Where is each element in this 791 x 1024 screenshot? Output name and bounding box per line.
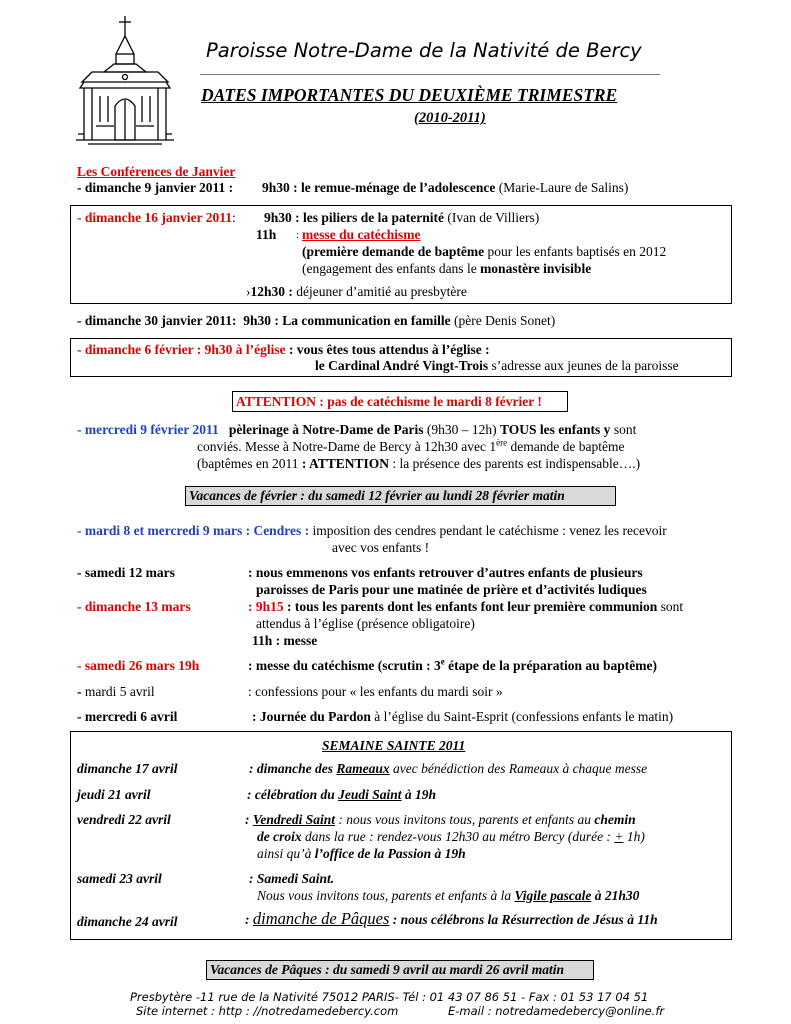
feb6-line2: le Cardinal André Vingt-Trois s’adresse aux jeunes de la paroisse <box>315 358 679 373</box>
mar13-line2: attendus à l’église (présence obligatoire) <box>256 616 475 631</box>
jan16-mass-sep: : <box>296 230 299 241</box>
apr24-date: dimanche 24 avril <box>77 914 178 929</box>
footer-email: E-mail : notredamedebercy@online.fr <box>448 1004 665 1018</box>
conferences-heading: Les Conférences de Janvier <box>77 164 236 179</box>
mar12-line1: : nous emmenons vos enfants retrouver d’autres enfants de plusieurs <box>248 565 643 580</box>
apr22-line1: : Vendredi Saint : nous vous invitons tous, parents et enfants au chemin <box>245 812 636 827</box>
vacation-easter-text: Vacances de Pâques : du samedi 9 avril au mardi 26 avril matin <box>210 962 565 977</box>
jan16-engagement: (engagement des enfants dans le monastère invisible <box>302 261 592 276</box>
jan16-date: - dimanche 16 janvier 2011: <box>77 210 236 225</box>
jan9-text: 9h30 : le remue-ménage de l’adolescence (Marie-Laure de Salins) <box>262 180 629 195</box>
apr23-line1: : Samedi Saint. <box>249 871 335 886</box>
attention-text: ATTENTION : pas de catéchisme le mardi 8 février ! <box>236 394 542 409</box>
apr5-text: : confessions pour « les enfants du mardi soir » <box>248 684 503 699</box>
mar13-line3: 11h : messe <box>252 633 318 648</box>
apr23-line2: Nous vous invitons tous, parents et enfants à la Vigile pascale à 21h30 <box>257 888 640 903</box>
apr21-text: : célébration du Jeudi Saint à 19h <box>247 787 437 802</box>
mar12-line2: paroisses de Paris pour une matinée de prière et d’activités ludiques <box>256 582 647 597</box>
header-rule <box>200 74 660 75</box>
mar13-date: - dimanche 13 mars <box>77 599 191 614</box>
apr23-date: samedi 23 avril <box>77 871 162 886</box>
footer-website: Site internet : http : //notredamedebercy.com <box>136 1004 399 1018</box>
jan16-talk: 9h30 : les piliers de la paternité (Ivan de Villiers) <box>264 210 540 225</box>
parish-name: Paroisse Notre-Dame de la Nativité de Bercy <box>206 39 642 62</box>
mar13-line1: : 9h15 : tous les parents dont les enfants font leur première communion sont <box>248 599 684 614</box>
apr17-text: : dimanche des Rameaux avec bénédiction des Rameaux à chaque messe <box>249 761 648 776</box>
apr22-line2: de croix dans la rue : rendez-vous 12h30 au métro Bercy (durée : + 1h) <box>257 829 645 844</box>
church-logo-icon <box>70 14 180 154</box>
apr17-date: dimanche 17 avril <box>77 761 178 776</box>
apr5-date: - mardi 5 avril <box>77 684 155 699</box>
vacation-feb-text: Vacances de février : du samedi 12 février au lundi 28 février matin <box>189 488 565 503</box>
jan9-date: - dimanche 9 janvier 2011 : <box>77 180 234 195</box>
feb6-line1: - dimanche 6 février : 9h30 à l’église : vous êtes tous attendus à l’église : <box>77 342 490 357</box>
apr22-date: vendredi 22 avril <box>77 812 171 827</box>
mar8-line1: - mardi 8 et mercredi 9 mars : Cendres : imposition des cendres pendant le catéchisme : venez les recevoir <box>77 523 667 538</box>
mar8-line2: avec vos enfants ! <box>332 540 430 555</box>
apr22-line3: ainsi qu’à l’office de la Passion à 19h <box>257 846 466 861</box>
jan30-row: - dimanche 30 janvier 2011: 9h30 : La communication en famille (père Denis Sonet) <box>77 313 556 328</box>
footer-address: Presbytère -11 rue de la Nativité 75012 PARIS- Tél : 01 43 07 86 51 - Fax : 01 53 17 04 51 <box>130 990 649 1004</box>
page-title: DATES IMPORTANTES DU DEUXIÈME TRIMESTRE <box>201 85 618 105</box>
feb9-line1: - mercredi 9 février 2011 pèlerinage à Notre-Dame de Paris (9h30 – 12h) TOUS les enfants y sont <box>77 422 637 437</box>
school-year: (2010-2011) <box>414 110 486 126</box>
apr24-text: : dimanche de Pâques : nous célébrons la Résurrection de Jésus à 11h <box>245 909 658 928</box>
mar26-date: - samedi 26 mars 19h <box>77 658 200 673</box>
apr21-date: jeudi 21 avril <box>77 787 151 802</box>
jan16-mass-time: 11h <box>256 227 277 242</box>
jan16-lunch: ›12h30 : déjeuner d’amitié au presbytère <box>246 284 467 299</box>
arrow-icon: › <box>246 284 251 299</box>
mar12-date: - samedi 12 mars <box>77 565 175 580</box>
apr6-date: - mercredi 6 avril <box>77 709 178 724</box>
jan16-mass: messe du catéchisme <box>302 227 421 242</box>
feb9-line3: (baptêmes en 2011 : ATTENTION : la présence des parents est indispensable….) <box>197 456 641 471</box>
holy-week-title: SEMAINE SAINTE 2011 <box>322 738 466 753</box>
apr6-text: : Journée du Pardon à l’église du Saint-Esprit (confessions enfants le matin) <box>252 709 674 724</box>
jan16-baptism: (première demande de baptême pour les enfants baptisés en 2012 <box>302 244 667 259</box>
feb9-line2: conviés. Messe à Notre-Dame de Bercy à 12h30 avec 1ère demande de baptême <box>197 437 625 454</box>
mar26-text: : messe du catéchisme (scrutin : 3e étape de la préparation au baptême) <box>248 656 657 673</box>
